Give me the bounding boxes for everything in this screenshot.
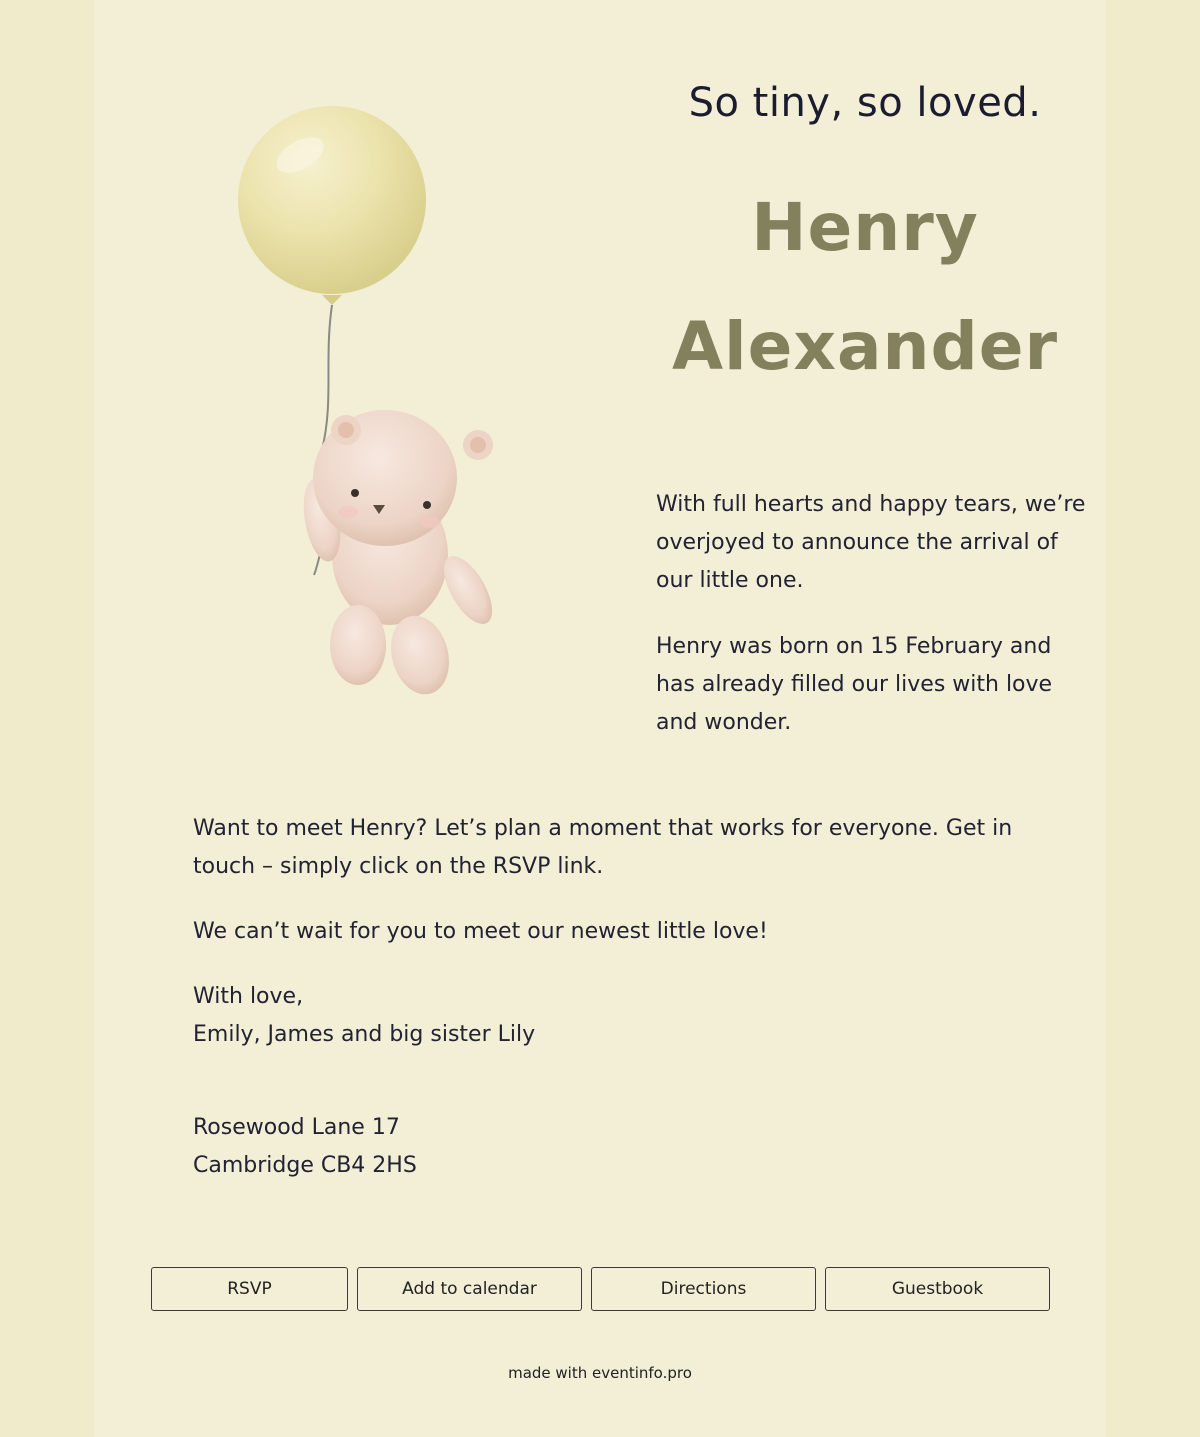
signoff bbox=[193, 978, 1023, 1054]
message-text bbox=[193, 810, 1023, 1054]
birth-date-paragraph: Henry was born on 15 February and has already filled our lives with love and wonder. bbox=[656, 634, 1053, 735]
guestbook-button[interactable]: Guestbook bbox=[825, 1267, 1050, 1311]
address bbox=[193, 1109, 417, 1185]
tagline: So tiny, so loved. bbox=[688, 80, 1042, 126]
intro-text bbox=[656, 486, 1086, 770]
directions-button[interactable]: Directions bbox=[591, 1267, 816, 1311]
teddy-bear-balloon-illustration bbox=[230, 100, 510, 710]
signature: Emily, James and big sister Lily bbox=[193, 1022, 536, 1047]
baby-first-name: Henry bbox=[751, 189, 979, 266]
rsvp-button[interactable]: RSVP bbox=[151, 1267, 348, 1311]
intro-paragraph: With full hearts and happy tears, we’re overjoyed to announce the arrival of our little one. bbox=[656, 492, 1086, 593]
footer-credit[interactable]: made with eventinfo.pro bbox=[508, 1364, 692, 1382]
baby-last-name: Alexander bbox=[671, 308, 1059, 385]
closing-paragraph: We can’t wait for you to meet our newest little love! bbox=[193, 919, 768, 944]
address-city: Cambridge CB4 2HS bbox=[193, 1153, 417, 1178]
invite-paragraph: Want to meet Henry? Let’s plan a moment that works for everyone. Get in touch – simply click on the RSVP link. bbox=[193, 816, 1013, 879]
signoff-line: With love, bbox=[193, 984, 304, 1009]
address-street: Rosewood Lane 17 bbox=[193, 1115, 400, 1140]
add-to-calendar-button[interactable]: Add to calendar bbox=[357, 1267, 582, 1311]
